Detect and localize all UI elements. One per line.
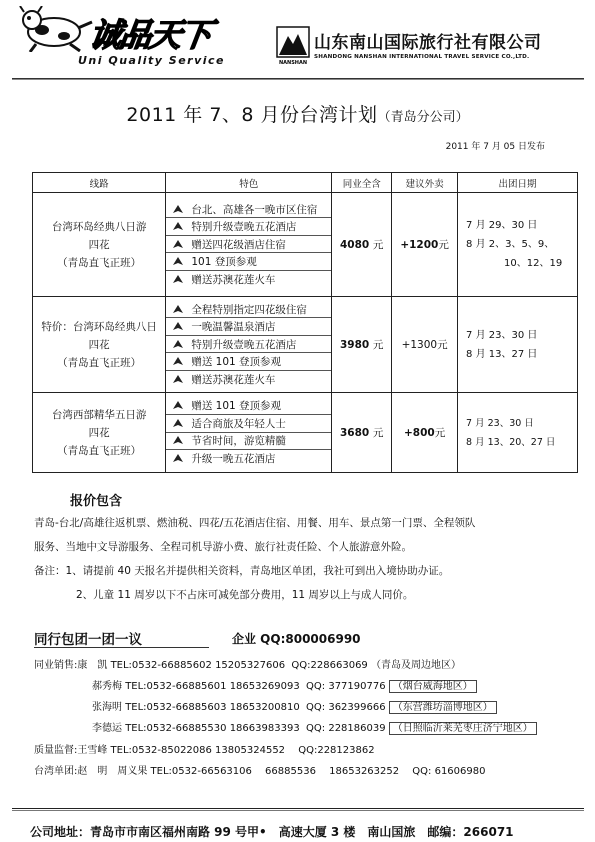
feature-item: 台北、高雄各一晚市区住宿 <box>166 201 331 219</box>
departure-dates-cell: 7 月 23、30 日 8 月 13、20、27 日 <box>458 393 578 473</box>
bullet-arrow-icon <box>172 435 184 446</box>
document-title <box>0 100 595 127</box>
peer-price-cell: 3980 元 <box>332 297 392 393</box>
route-flight: （青岛直飞正班） <box>57 444 142 457</box>
peer-price-cell: 3680 元 <box>332 393 392 473</box>
route-name: 台湾环岛经典八日游 <box>51 220 147 233</box>
table-header-row <box>33 173 578 193</box>
route-name: 台湾西部精华五日游 <box>51 408 147 421</box>
bullet-arrow-icon <box>172 204 184 215</box>
title-sub: （青岛分公司） <box>377 110 469 125</box>
route-hotel-grade: 四花 <box>88 238 110 251</box>
route-flight: （青岛直飞正班） <box>57 256 142 269</box>
feature-item: 特别升级壹晚五花酒店 <box>166 218 331 236</box>
bullet-arrow-icon <box>172 304 184 315</box>
feature-item: 一晚温馨温泉酒店 <box>166 318 331 336</box>
page-header <box>0 0 595 78</box>
nanshan-mountain-icon <box>276 26 310 66</box>
note-2: 2、儿童 11 周岁以下不占床可减免部分费用，11 周岁以上与成人同价。 <box>76 589 414 601</box>
contact-name: 张海明 <box>92 702 122 713</box>
peer-price-cell: 4080 元 <box>332 193 392 297</box>
header-peer-price: 同业全含 <box>332 173 392 193</box>
contact-tel: TEL:0532-66885602 15205327606 <box>110 660 286 671</box>
table-row <box>33 393 578 473</box>
bullet-arrow-icon <box>172 400 184 411</box>
contact-name: 郝秀梅 <box>92 681 122 692</box>
header-divider <box>12 78 584 80</box>
bullet-arrow-icon <box>172 256 184 267</box>
header-departure-dates: 出团日期 <box>458 173 578 193</box>
includes-line-2: 服务、当地中文导游服务、全程司机导游小费、旅行社责任险、个人旅游意外险。 <box>34 541 412 553</box>
route-cell <box>33 193 166 297</box>
taiwan-contact-row: 台湾单团:赵 明 周义果 TEL:0532-66563106 66885536 18653263252 QQ: 61606980 <box>34 766 486 777</box>
departure-dates-cell: 7 月 23、30 日 8 月 13、27 日 <box>458 297 578 393</box>
table-row <box>33 193 578 297</box>
cow-mascot-icon <box>14 6 94 52</box>
route-cell <box>33 297 166 393</box>
contact-area: （烟台威海地区） <box>389 680 477 693</box>
company-name-cn: 山东南山国际旅行社有限公司 <box>314 33 542 53</box>
features-cell <box>166 193 332 297</box>
bullet-arrow-icon <box>172 274 184 285</box>
bullet-arrow-icon <box>172 356 184 367</box>
route-flight: （青岛直飞正班） <box>57 356 142 369</box>
contact-qq: QQ: 377190776 <box>306 681 386 692</box>
sales-contact-row <box>92 677 477 692</box>
feature-item: 101 登顶参观 <box>166 253 331 271</box>
feature-item: 赠送苏澳花莲火车 <box>166 271 331 289</box>
bullet-arrow-icon <box>172 453 184 464</box>
bullet-arrow-icon <box>172 239 184 250</box>
contact-tel: TEL:0532-66885601 18653269093 <box>125 681 300 692</box>
contact-qq: QQ: 362399666 <box>306 702 386 713</box>
feature-item: 赠送 101 登顶参观 <box>166 398 331 416</box>
contact-qq: QQ:228663069 <box>291 660 368 671</box>
feature-item: 全程特别指定四花级住宿 <box>166 301 331 319</box>
header-route: 线路 <box>33 173 166 193</box>
includes-line-1: 青岛-台北/高雄往返机票、燃油税、四花/五花酒店住宿、用餐、用车、景点第一门票、全程领队 <box>34 517 476 529</box>
feature-item: 特别升级壹晚五花酒店 <box>166 336 331 354</box>
contact-name: 李德运 <box>92 723 122 734</box>
brand-logo <box>6 4 256 70</box>
feature-item: 赠送苏澳花莲火车 <box>166 371 331 389</box>
contact-tel: TEL:0532-66885603 18653200810 <box>125 702 300 713</box>
tour-plan-table <box>32 172 578 473</box>
contact-area: （东营潍坊淄博地区） <box>389 701 497 714</box>
nanshan-icon-label: NANSHAN <box>278 60 308 66</box>
bullet-arrow-icon <box>172 418 184 429</box>
peer-group-heading: 同行包团一团一议 <box>34 628 209 648</box>
sales-contact-row <box>92 719 537 734</box>
feature-item: 赠送 101 登顶参观 <box>166 353 331 371</box>
note-1: 备注：1、请提前 40 天报名并提供相关资料，青岛地区单团，我社可到出入境协助办证。 <box>34 565 450 577</box>
features-cell <box>166 393 332 473</box>
enterprise-qq: 企业 QQ:800006990 <box>232 632 361 646</box>
bullet-arrow-icon <box>172 374 184 385</box>
quality-contact-row: 质量监督:王雪峰 TEL:0532-85022086 13805324552 QQ:228123862 <box>34 745 375 756</box>
brand-mark-text: 诚品天下 <box>87 16 213 54</box>
sales-contact-row <box>92 698 497 713</box>
departure-dates-cell: 7 月 29、30 日 8 月 2、3、5、9、 10、12、19 <box>458 193 578 297</box>
features-cell <box>166 297 332 393</box>
sales-contact-row: 同业销售:康 凯 TEL:0532-66885602 15205327606 QQ:228663069 （青岛及周边地区） <box>34 660 461 671</box>
brand-slogan: Uni Quality Service <box>78 54 225 67</box>
table-row <box>33 297 578 393</box>
bullet-arrow-icon <box>172 339 184 350</box>
feature-item: 升级一晚五花酒店 <box>166 450 331 468</box>
publish-date: 2011 年 7 月 05 日发布 <box>445 142 545 152</box>
header-suggested-price: 建议外卖 <box>392 173 458 193</box>
suggested-price-cell: +800元 <box>392 393 458 473</box>
title-main: 2011 年 7、8 月份台湾计划 <box>126 104 378 126</box>
contact-name: 康 凯 <box>77 660 108 671</box>
bullet-arrow-icon <box>172 321 184 332</box>
bullet-arrow-icon <box>172 221 184 232</box>
suggested-price-cell: +1300元 <box>392 297 458 393</box>
header-features: 特色 <box>166 173 332 193</box>
route-hotel-grade: 四花 <box>88 426 110 439</box>
includes-heading: 报价包含 <box>70 494 123 509</box>
company-name-en: SHANDONG NANSHAN INTERNATIONAL TRAVEL SERVICE CO.,LTD. <box>314 54 530 60</box>
route-cell <box>33 393 166 473</box>
suggested-price-cell: +1200元 <box>392 193 458 297</box>
feature-item: 赠送四花级酒店住宿 <box>166 236 331 254</box>
company-logo <box>276 26 586 70</box>
route-hotel-grade: 四花 <box>88 338 110 351</box>
footer-divider <box>12 808 584 811</box>
contact-area: （日照临沂莱芜枣庄济宁地区） <box>389 722 537 735</box>
feature-item: 节省时间，游览精髓 <box>166 433 331 451</box>
feature-item: 适合商旅及年轻人士 <box>166 415 331 433</box>
contact-area: （青岛及周边地区） <box>370 660 461 671</box>
contact-tel: TEL:0532-66885530 18663983393 <box>125 723 300 734</box>
company-address: 公司地址：青岛市市南区福州南路 99 号甲• 高速大厦 3 楼 南山国旅 邮编：266071 <box>30 825 514 839</box>
route-name: 特价：台湾环岛经典八日 <box>41 320 157 333</box>
contact-qq: QQ: 228186039 <box>306 723 386 734</box>
